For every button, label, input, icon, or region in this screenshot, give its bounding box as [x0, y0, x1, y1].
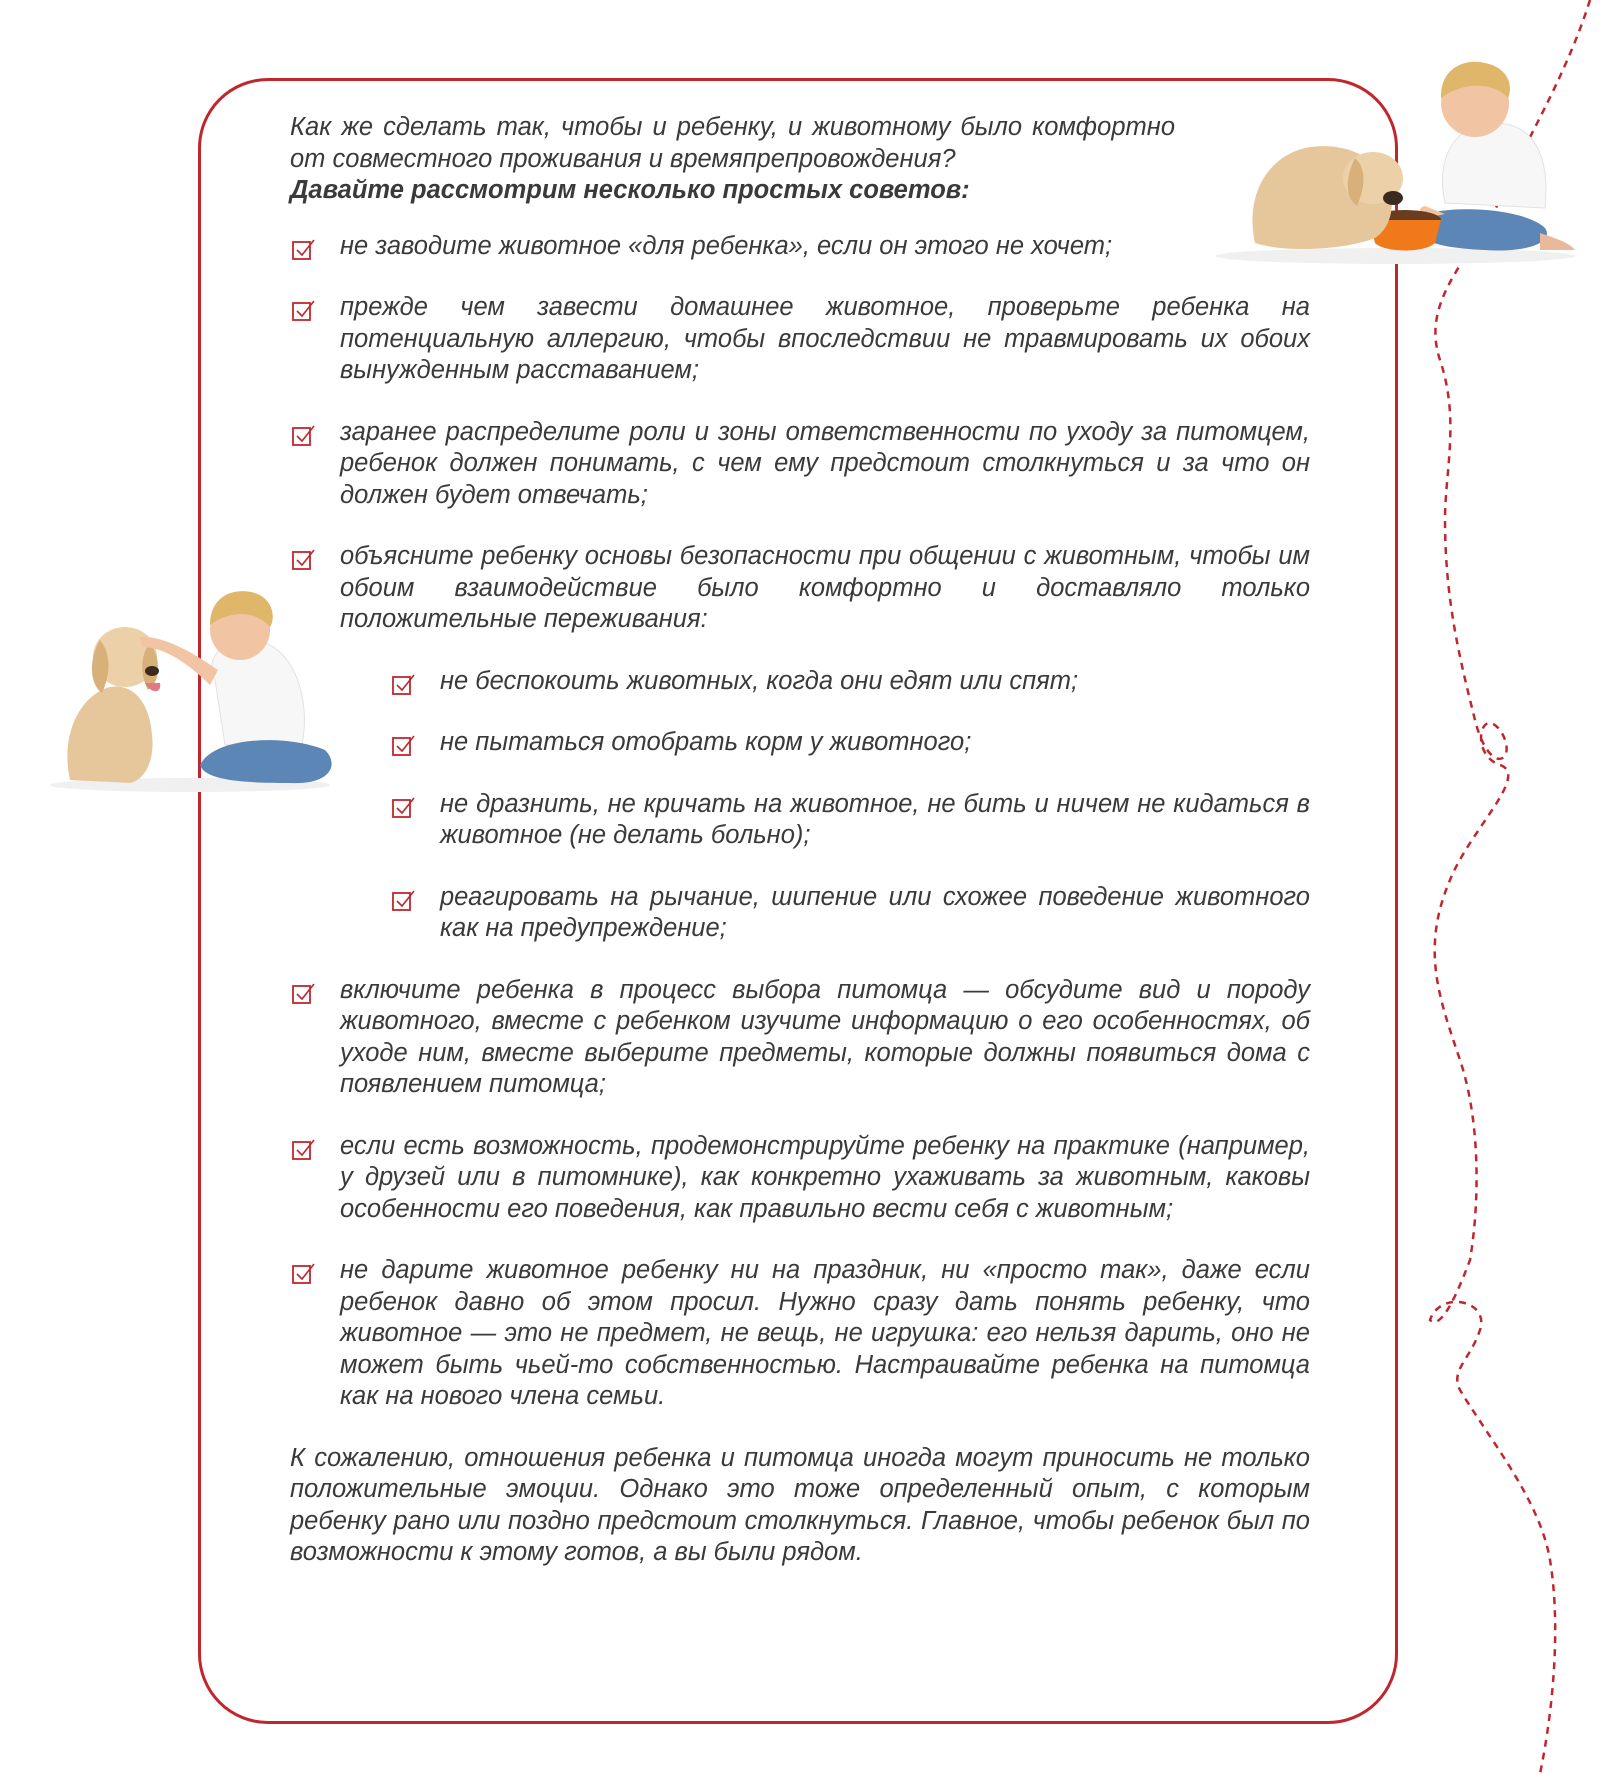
tip-text: если есть возможность, продемонстрируйте ребенку на практике (например, у друзей или в питомнике), как конкретно ухаживать за животным, каковы особенности его поведения, как правильно вести себя с животным;	[340, 1131, 1310, 1223]
intro-paragraph	[290, 112, 1175, 207]
subtip-text: не пытаться отобрать корм у животного;	[440, 728, 972, 756]
tip-text: заранее распределите роли и зоны ответственности по уходу за питомцем, ребенок должен понимать, с чем ему предстоит столкнуться и за что он должен будет отвечать;	[340, 417, 1310, 509]
check-icon	[292, 548, 316, 572]
list-item	[290, 292, 1310, 387]
check-icon	[292, 299, 316, 323]
list-item	[290, 417, 1310, 512]
tips-list	[290, 231, 1310, 1413]
check-icon	[292, 982, 316, 1006]
tip-text: объясните ребенку основы безопасности при общении с животным, чтобы им обоим взаимодействие было комфортно и доставляло только положительные переживания:	[340, 542, 1310, 633]
list-item	[290, 1255, 1310, 1413]
outro-paragraph: К сожалению, отношения ребенка и питомца иногда могут приносить не только положительные эмоции. Однако это тоже определенный опыт, с которым ребенку рано или поздно предстоит столкнуться. Главное, чтобы ребенок был по возможности к этому готов, а вы были рядом.	[290, 1443, 1310, 1566]
article-content	[290, 112, 1310, 1569]
tip-text: включите ребенка в процесс выбора питомца — обсудите вид и породу животного, вместе с ребенком изучите информацию о его особенностях, об уходе ним, вместе выберите предметы, которые должны появиться дома с появлением питомца;	[340, 975, 1310, 1098]
check-icon	[392, 673, 416, 697]
tip-text: не дарите животное ребенку ни на праздник, ни «просто так», даже если ребенок давно об этом просил. Нужно сразу дать понять ребенку, что животное — это не предмет, не вещь, не игрушка: его нельзя дарить, оно не может быть чьей-то собственностью. Настраивайте ребенка на питомца как на нового члена семьи.	[340, 1256, 1310, 1410]
intro-lead: Давайте рассмотрим несколько простых советов:	[290, 176, 970, 204]
intro-question: Как же сделать так, чтобы и ребенку, и животному было комфортно от совместного проживания и времяпрепровождения?	[290, 113, 1175, 173]
check-icon	[392, 796, 416, 820]
list-item	[290, 231, 1310, 263]
list-item	[290, 975, 1310, 1101]
check-icon	[292, 424, 316, 448]
subtip-text: не дразнить, не кричать на животное, не бить и ничем не кидаться в животное (не делать больно);	[440, 789, 1310, 849]
check-icon	[292, 238, 316, 262]
check-icon	[292, 1138, 316, 1162]
tip-text: прежде чем завести домашнее животное, проверьте ребенка на потенциальную аллергию, чтобы впоследствии не травмировать их обоих вынужденным расставанием;	[340, 293, 1310, 384]
sub-list-item	[290, 882, 1310, 945]
sub-list-item	[290, 727, 1310, 759]
sub-list-item	[290, 666, 1310, 698]
list-item	[290, 1131, 1310, 1226]
list-item	[290, 541, 1310, 636]
subtip-text: не беспокоить животных, когда они едят или спят;	[440, 666, 1079, 695]
tip-text: не заводите животное «для ребенка», если он этого не хочет;	[340, 231, 1113, 260]
check-icon	[392, 889, 416, 913]
subtip-text: реагировать на рычание, шипение или схожее поведение животного как на предупреждение;	[440, 882, 1310, 942]
check-icon	[392, 734, 416, 758]
check-icon	[292, 1262, 316, 1286]
sub-list-item	[290, 789, 1310, 852]
